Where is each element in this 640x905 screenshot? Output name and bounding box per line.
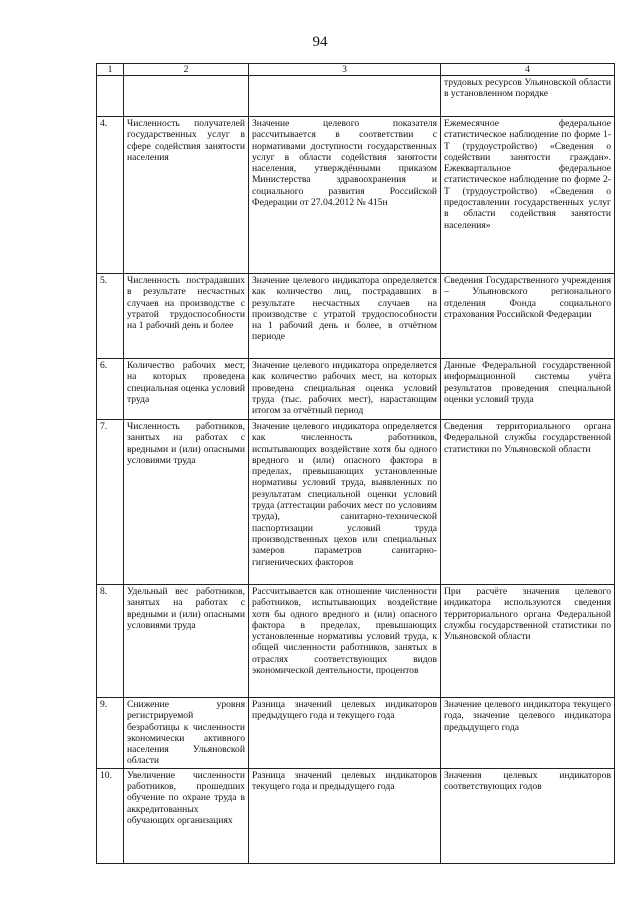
table-row [97, 768, 615, 863]
row-number: 6. [97, 359, 124, 420]
table-row [97, 274, 615, 359]
row-number: 8. [97, 585, 124, 698]
column-header-3: 3 [249, 64, 441, 76]
table-row [97, 359, 615, 420]
calculation-method: Значение целевого индикатора определяется как количество рабочих мест, на которых проведена специальная оценка условий труда (тыс. рабочих мест), нарастающим итогом за отчётный период [249, 359, 441, 420]
column-header-4: 4 [441, 64, 615, 76]
indicators-table [96, 63, 615, 864]
indicator-name: Удельный вес работников, занятых на работах с вредными и (или) опасными условиями труда [124, 585, 249, 698]
table-row [97, 698, 615, 769]
calculation-method: Значение целевого индикатора определяется как численность работников, испытывающих воздействие хотя бы одного вредного и (или) опасного фактора в пределах, превышающих установленные нормативы условий труда, выявленных по результатам специальной оценки условий труда (аттестации рабочих мест по условиям труда), санитарно-технической паспортизации условий труда производственных цехов или специальных замеров параметров санитарно-гигиенических факторов [249, 420, 441, 585]
calculation-method: Значение целевого индикатора определяется как количество лиц, пострадавших в результате несчастных случаев на производстве с утратой трудоспособности на 1 рабочий день и более, в отчётном периоде [249, 274, 441, 359]
calculation-method: Разница значений целевых индикаторов текущего года и предыдущего года [249, 768, 441, 863]
table-row [97, 585, 615, 698]
data-source: При расчёте значения целевого индикатора используются сведения территориального органа Федеральной службы государственной статистики по Ульяновской области [441, 585, 615, 698]
table-row [97, 117, 615, 274]
column-header-2: 2 [124, 64, 249, 76]
calculation-method: Разница значений целевых индикаторов предыдущего года и текущего года [249, 698, 441, 769]
data-source: трудовых ресурсов Ульяновской области в установленном порядке [441, 76, 615, 117]
data-source: Ежемесячное федеральное статистическое наблюдение по форме 1-Т (трудоустройство) «Сведения о содействии занятости граждан». Ежеквартальное федеральное статистическое наблюдение по форме 2-Т (трудоустройство) «Сведения о предоставлении государственных услуг в области содействия занятости населения» [441, 117, 615, 274]
indicator-name: Численность получателей государственных услуг в сфере содействия занятости населения [124, 117, 249, 274]
row-number [97, 76, 124, 117]
data-source: Сведения территориального органа Федеральной службы государственной статистики по Ульяновской области [441, 420, 615, 585]
indicator-name: Численность пострадавших в результате несчастных случаев на производстве с утратой трудоспособности на 1 рабочий день и более [124, 274, 249, 359]
indicator-name: Увеличение численности работников, прошедших обучение по охране труда в аккредитованных обучающих организациях [124, 768, 249, 863]
indicator-name: Численность работников, занятых на работах с вредными и (или) опасными условиями труда [124, 420, 249, 585]
indicator-name: Снижение уровня регистрируемой безработицы к численности экономически активного населения Ульяновской области [124, 698, 249, 769]
table-header-row [97, 64, 615, 76]
calculation-method: Значение целевого показателя рассчитывается в соответствии с нормативами доступности государственных услуг в области содействия занятости населения, утверждёнными приказом Министерства здравоохранения и социального развития Российской Федерации от 27.04.2012 № 415н [249, 117, 441, 274]
indicator-name [124, 76, 249, 117]
calculation-method [249, 76, 441, 117]
table-row [97, 76, 615, 117]
row-number: 4. [97, 117, 124, 274]
data-source: Данные Федеральной государственной информационной системы учёта результатов проведения специальной оценки условий труда [441, 359, 615, 420]
calculation-method: Рассчитывается как отношение численности работников, испытывающих воздействие хотя бы одного вредного и (или) опасного фактора в пределах, превышающих установленные нормативы условий труда, к общей численности работников, занятых в отраслях соответствующих видов экономической деятельности, процентов [249, 585, 441, 698]
column-header-1: 1 [97, 64, 124, 76]
page-number: 94 [312, 34, 328, 50]
table-row [97, 420, 615, 585]
row-number: 5. [97, 274, 124, 359]
data-source: Сведения Государственного учреждения – Ульяновского регионального отделения Фонда социального страхования Российской Федерации [441, 274, 615, 359]
row-number: 10. [97, 768, 124, 863]
data-source: Значения целевых индикаторов соответствующих годов [441, 768, 615, 863]
data-source: Значение целевого индикатора текущего года, значение целевого индикатора предыдущего года [441, 698, 615, 769]
indicator-name: Количество рабочих мест, на которых проведена специальная оценка условий труда [124, 359, 249, 420]
row-number: 7. [97, 420, 124, 585]
row-number: 9. [97, 698, 124, 769]
